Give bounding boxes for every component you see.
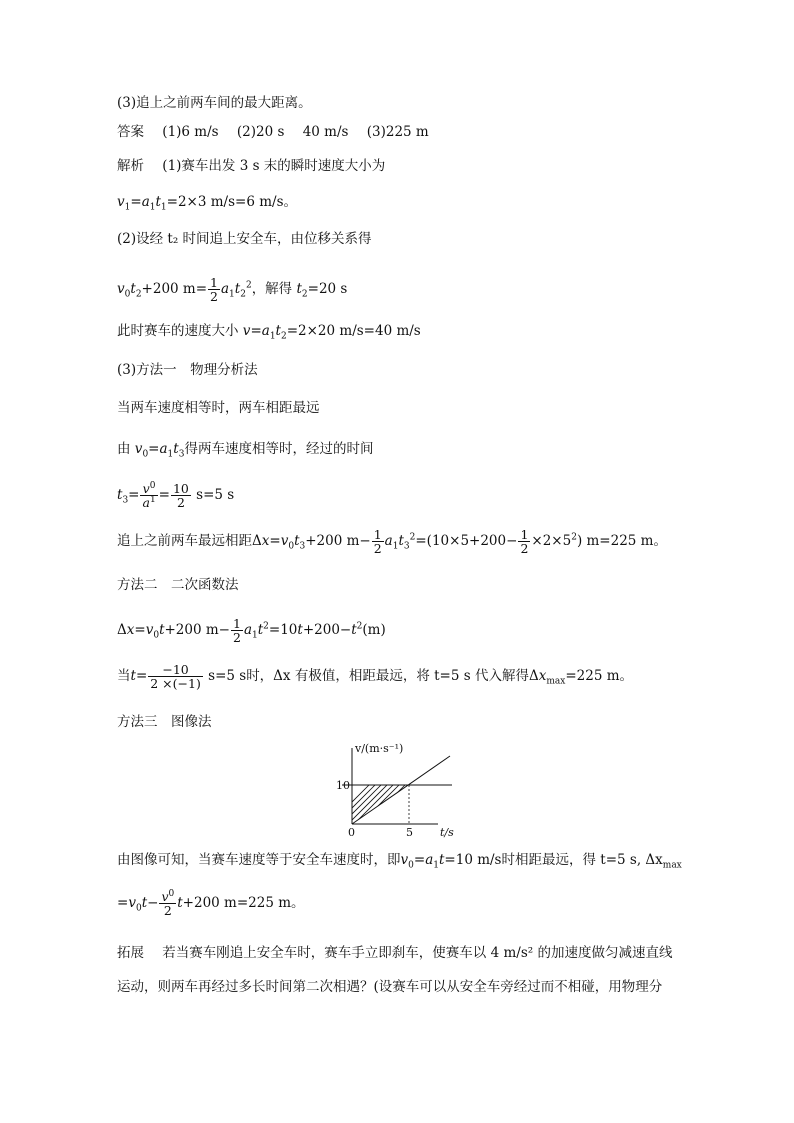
extremum-text: 时，Δx 有极值，相距最远，将 t=5 s 代入解得 — [246, 668, 529, 684]
answer-part-1: (1)6 m/s — [162, 124, 219, 140]
answer-part-2: (2)20 s — [236, 124, 285, 140]
extension-line-2: 运动，则两车再经过多长时间第二次相遇？(设赛车可以从安全车旁经过而不相碰，用物理分 — [117, 979, 663, 995]
equation-t3: $t_3=$ $\frac{v^0}{a^1}$ = $\frac{10}{2}$ s=5 s — [117, 480, 235, 510]
method-1-condition: 当两车速度相等时，两车相距最远 — [117, 400, 320, 416]
method-2-title: 方法二 二次函数法 — [117, 577, 239, 593]
extension-line-1 — [117, 943, 672, 963]
method-3-title: 方法三 图像法 — [117, 714, 212, 730]
x-axis-label: t/s — [440, 826, 454, 839]
method-1-title: (3)方法一 物理分析法 — [117, 362, 258, 378]
when-text: 当 — [117, 668, 131, 684]
analysis-line-speed: 此时赛车的速度大小 $v=a_1t_2=2\times 20$ m/s=40 m/s — [117, 323, 421, 342]
method-2-extremum: 当t= $\frac{-10}{2 \times(-1)}$ s=5 s时，Δx 有极值，相距最远，将 t=5 s 代入解得$\Delta x_{max}=225$ m。 — [117, 662, 633, 691]
solve-text: ，解得 — [251, 281, 293, 297]
equation-quadratic: $\Delta x=v_0t+200$ m− $\frac{1}{2}$ $a_1t^2=10t+200-t^2(m)$ — [117, 616, 386, 645]
analysis-line-1 — [117, 156, 385, 176]
answer-part-2-speed: 40 m/s — [302, 124, 349, 140]
fraction-half: $\frac{1}{2}$ — [210, 275, 218, 304]
analysis-text-1: (1)赛车出发 3 s 末的瞬时速度大小为 — [162, 158, 386, 174]
extension-label: 拓展 — [117, 945, 144, 961]
graph-conclusion-a: 由图像可知，当赛车速度等于安全车速度时，即 — [117, 852, 401, 868]
x-tick-5: 5 — [406, 826, 413, 839]
origin-label: 0 — [348, 826, 355, 839]
y-axis-label: v/(m·s⁻¹) — [355, 742, 404, 755]
equal-speed-text: 得两车速度相等时，经过的时间 — [184, 441, 374, 457]
equation-v1: $v_1=a_1t_1=2\times 3$ m/s=6 m/s。 — [117, 194, 297, 213]
method-1-time-intro: 由 $v_0=a_1t_3$得两车速度相等时，经过的时间 — [117, 441, 374, 460]
velocity-time-graph — [334, 742, 458, 840]
extension-text-1: 若当赛车刚追上安全车时，赛车手立即刹车，使赛车以 4 m/s² 的加速度做匀减速直线 — [162, 945, 673, 961]
y-tick-10: 10 — [336, 779, 350, 792]
equation-displacement: $v_0t_2+200$ m= $\frac{1}{2}$ $a_1t_2^2$，解得 $t_2=20$ s — [117, 275, 348, 304]
answer-line — [117, 122, 429, 142]
answer-part-3: (3)225 m — [366, 124, 429, 140]
graph-conclusion-line-1: 由图像可知，当赛车速度等于安全车速度时，即$v_0=a_1t=10$ m/s时相距最远，得 t=5 s, $\Delta x_{max}$ — [117, 852, 682, 871]
max-distance-prefix: 追上之前两车最远相距 — [117, 533, 252, 549]
answer-label: 答案 — [117, 124, 144, 140]
question-part-3: (3)追上之前两车间的最大距离。 — [117, 95, 312, 111]
graph-conclusion-b: 时相距最远，得 — [501, 852, 596, 868]
from-text: 由 — [117, 441, 131, 457]
graph-conclusion-line-2: $=v_0t-$ $\frac{v^0}{2}$ t+200 m=225 m。 — [117, 888, 305, 918]
analysis-line-2: (2)设经 t₂ 时间追上安全车，由位移关系得 — [117, 231, 372, 247]
race-car-line — [352, 756, 450, 824]
graph-conclusion-c: t=5 s, Δx — [600, 852, 663, 868]
analysis-label: 解析 — [117, 158, 144, 174]
speed-prefix: 此时赛车的速度大小 — [117, 323, 239, 339]
equation-max-distance-1: 追上之前两车最远相距$\Delta x=v_0t_3+200$ m− $\frac{1}{2}$ $a_1t_3^2=(10\times 5+200-$ $\frac{1}{2}$ $\times 2\times 5^2$) m=225 m。 — [117, 527, 667, 556]
